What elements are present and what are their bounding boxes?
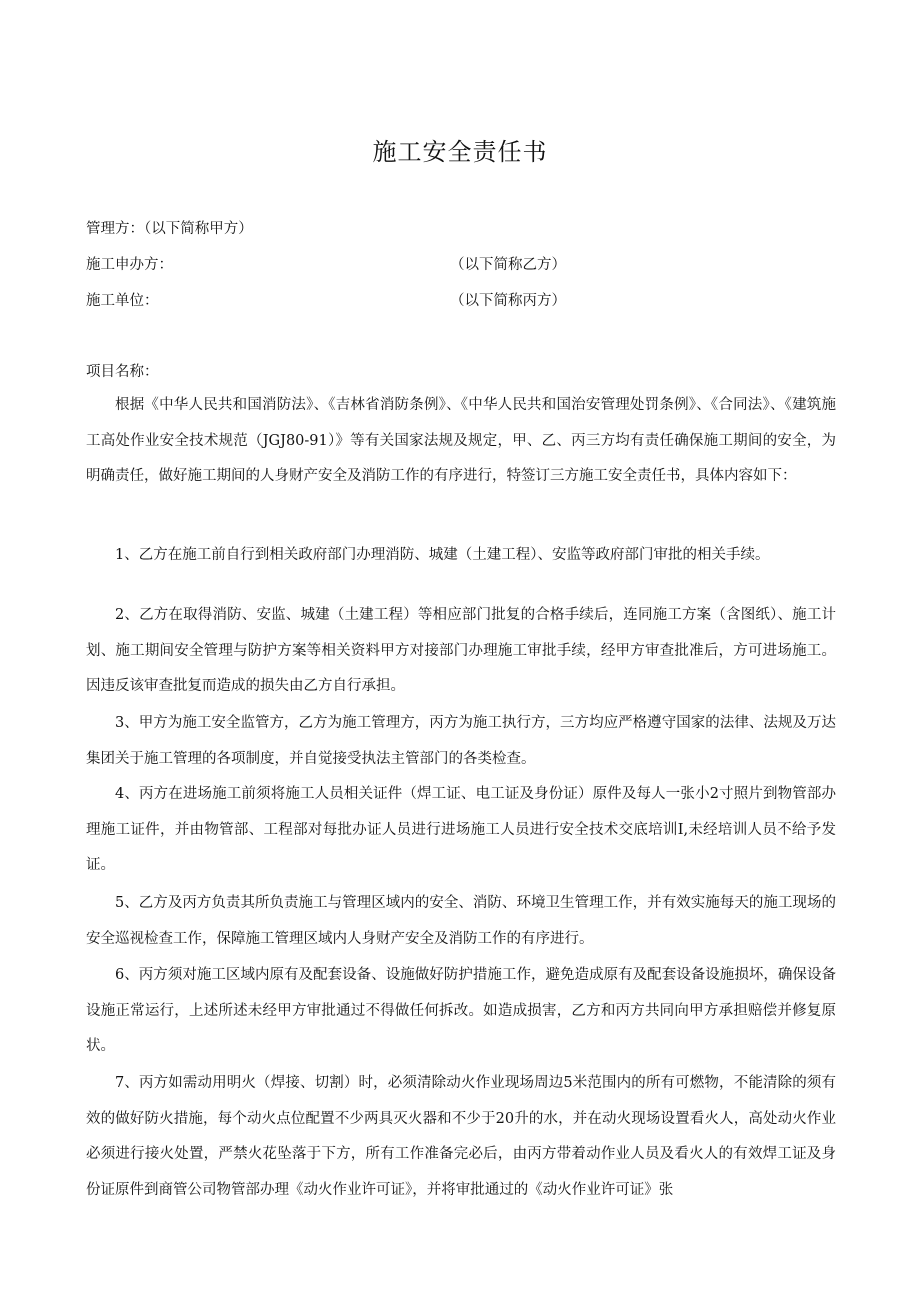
clause-2: 2、乙方在取得消防、安监、城建（土建工程）等相应部门批复的合格手续后，连同施工方案（含图纸）、施工计划、施工期间安全管理与防护方案等相关资料甲方对接部门办理施工审批手续，经甲方审查批准后，方可进场施工。因违反该审查批复而造成的损失由乙方自行承担。 <box>86 607 836 695</box>
applicant-party-label: 施工申办方： <box>86 257 173 273</box>
contractor-party-suffix: （以下简称丙方） <box>450 293 566 309</box>
intro-paragraph: 根据《中华人民共和国消防法》、《吉林省消防条例》、《中华人民共和国治安管理处罚条例》、《合同法》、《建筑施工高处作业安全技术规范（JGJ80-91）》等有关国家法规及规定，甲、乙、丙三方均有责任确保施工期间的安全，为明确责任，做好施工期间的人身财产安全及消防工作的有序进行，特签订三方施工安全责任书，具体内容如下： <box>86 397 836 485</box>
clause-7: 7、丙方如需动用明火（焊接、切割）时，必须清除动火作业现场周边5米范围内的所有可燃物，不能清除的须有效的做好防火措施，每个动火点位配置不少两具灭火器和不少于20升的水，并在动火现场设置看火人，高处动火作业必须进行接火处置，严禁火花坠落于下方，所有工作准备完必后，由丙方带着动作业人员及看火人的有效焊工证及身份证原件到商管公司物管部办理《动火作业许可证》，并将审批通过的《动火作业许可证》张 <box>86 1075 836 1198</box>
clause-5: 5、乙方及丙方负责其所负责施工与管理区域内的安全、消防、环境卫生管理工作，并有效实施每天的施工现场的安全巡视检查工作，保障施工管理区域内人身财产安全及消防工作的有序进行。 <box>86 895 836 947</box>
clause-3: 3、甲方为施工安全监管方，乙方为施工管理方，丙方为施工执行方，三方均应严格遵守国家的法律、法规及万达集团关于施工管理的各项制度，并自觉接受执法主管部门的各类检查。 <box>86 715 836 767</box>
contractor-party-label: 施工单位： <box>86 293 159 309</box>
project-name-label: 项目名称： <box>86 364 159 380</box>
applicant-party-suffix: （以下简称乙方） <box>450 257 566 273</box>
clause-4: 4、丙方在进场施工前须将施工人员相关证件（焊工证、电工证及身份证）原件及每人一张小2寸照片到物管部办理施工证件，并由物管部、工程部对每批办证人员进行进场施工人员进行安全技术交底培训I,未经培训人员不给予发证。 <box>86 786 836 874</box>
document-title: 施工安全责任书 <box>372 138 548 166</box>
clause-6: 6、丙方须对施工区域内原有及配套设备、设施做好防护措施工作，避免造成原有及配套设备设施损坏，确保设备设施正常运行，上述所述未经甲方审批通过不得做任何拆改。如造成损害，乙方和丙方共同向甲方承担赔偿并修复原状。 <box>86 967 836 1055</box>
clause-1: 1、乙方在施工前自行到相关政府部门办理消防、城建（土建工程）、安监等政府部门审批的相关手续。 <box>115 547 770 563</box>
manager-party-line: 管理方：（以下简称甲方） <box>86 221 253 237</box>
